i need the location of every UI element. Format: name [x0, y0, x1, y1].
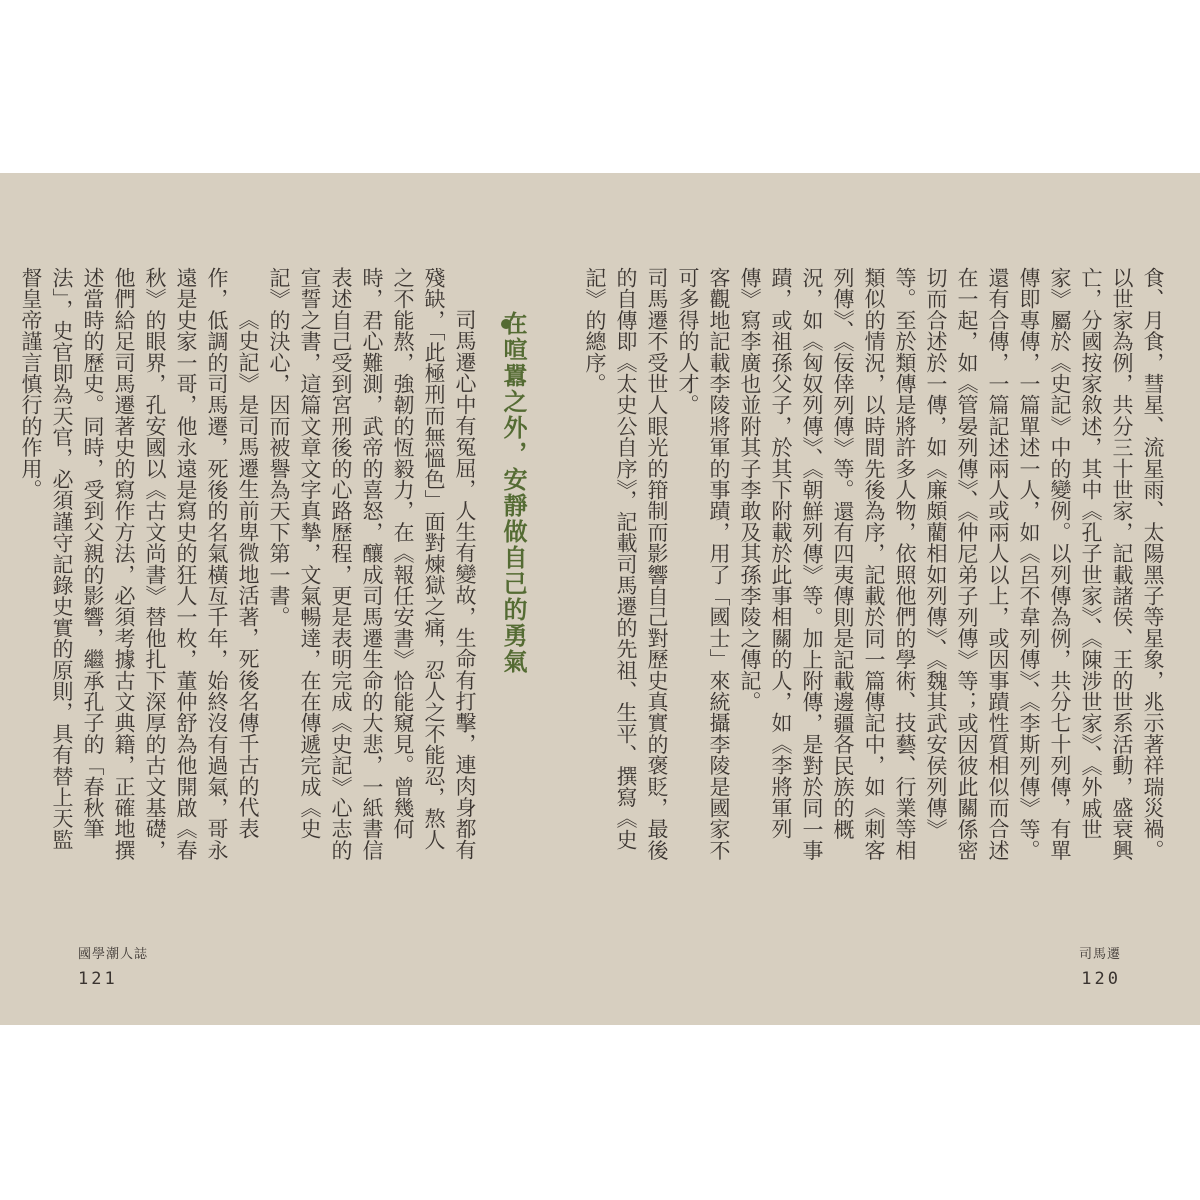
left-page-body	[19, 267, 480, 867]
running-title: 司馬遷	[1078, 947, 1121, 962]
page-number: 121	[78, 969, 118, 989]
body-paragraph-continued: 客觀地記載李陵將軍的事蹟，用了「國士」來統攝李陵是國家不可多得的人才。	[676, 267, 731, 861]
left-page	[0, 173, 600, 1025]
book-spread	[0, 173, 1200, 1025]
section-heading: 在喧囂之外，安靜做自己的勇氣	[499, 311, 527, 675]
body-paragraph: 司馬遷心中有冤屈，人生有變故，生命有打擊，連肉身都有殘缺，「此極刑而無慍色」面對煉獄之痛，忍人之不能忍，熬人之不能熬，強韌的恆毅力，在《報任安書》恰能窺見。曾幾何時，君心難測，武帝的喜怒，釀成司馬遷生命的大悲，一紙書信表述自己受到宮刑後的心路歷程，更是表明完成《史記》心志的宣誓之書，這篇文章文字真摯，文氣暢達，在在傳遞完成《史記》的決心，因而被譽為天下第一書。	[267, 267, 477, 861]
running-title: 國學潮人誌	[78, 947, 149, 962]
right-page	[583, 173, 1200, 1025]
body-paragraph: 司馬遷不受世人眼光的箝制而影響自己對歷史真實的褒貶，最後的自傳即《太史公自序》，記載司馬遷的先祖、生平、撰寫《史記》的總序。	[583, 267, 669, 861]
right-page-body	[583, 267, 1168, 867]
page-number: 120	[1081, 969, 1121, 989]
body-paragraph: 《史記》是司馬遷生前卑微地活著，死後名傳千古的代表作，低調的司馬遷，死後的名氣橫亙千年，始終沒有過氣，哥永遠是史家一哥，他永遠是寫史的狂人一枚，董仲舒為他開啟《春秋》的眼界，孔安國以《古文尚書》替他扎下深厚的古文基礎，他們給足司馬遷著史的寫作方法，必須考據古文典籍，正確地撰述當時的歷史。同時，受到父親的影響，繼承孔子的「春秋筆法」，史官即為天官，必須謹守記錄史實的原則，具有替上天監督皇帝謹言慎行的作用。	[19, 267, 260, 861]
body-paragraph: 食、月食，彗星、流星雨、太陽黑子等星象，兆示著祥瑞災禍。以世家為例，共分三十世家，記載諸侯、王的世系活動，盛衰興亡，分國按家敘述，其中《孔子世家》、《陳涉世家》、《外戚世家》屬於《史記》中的變例。以列傳為例，共分七十列傳，有單傳即專傳，一篇單述一人，如《呂不韋列傳》、《李斯列傳》等。還有合傳，一篇記述兩人或兩人以上，或因事蹟性質相似而合述在一起，如《管晏列傳》、《仲尼弟子列傳》等；或因彼此關係密切而合述於一傳，如《廉頗藺相如列傳》、《魏其武安侯列傳》等。至於類傳是將許多人物，依照他們的學術、技藝、行業等相類似的情況，以時間先後為序，記載於同一篇傳記中，如《刺客列傳》、《佞倖列傳》等。還有四夷傳則是記載邊疆各民族的概況，如《匈奴列傳》、《朝鮮列傳》等。加上附傳，是對於同一事蹟，或祖孫父子，於其下附載於此事相關的人，如《李將軍列傳》寫李廣也並附其子李敢及其孫李陵之傳記。	[738, 267, 1165, 861]
